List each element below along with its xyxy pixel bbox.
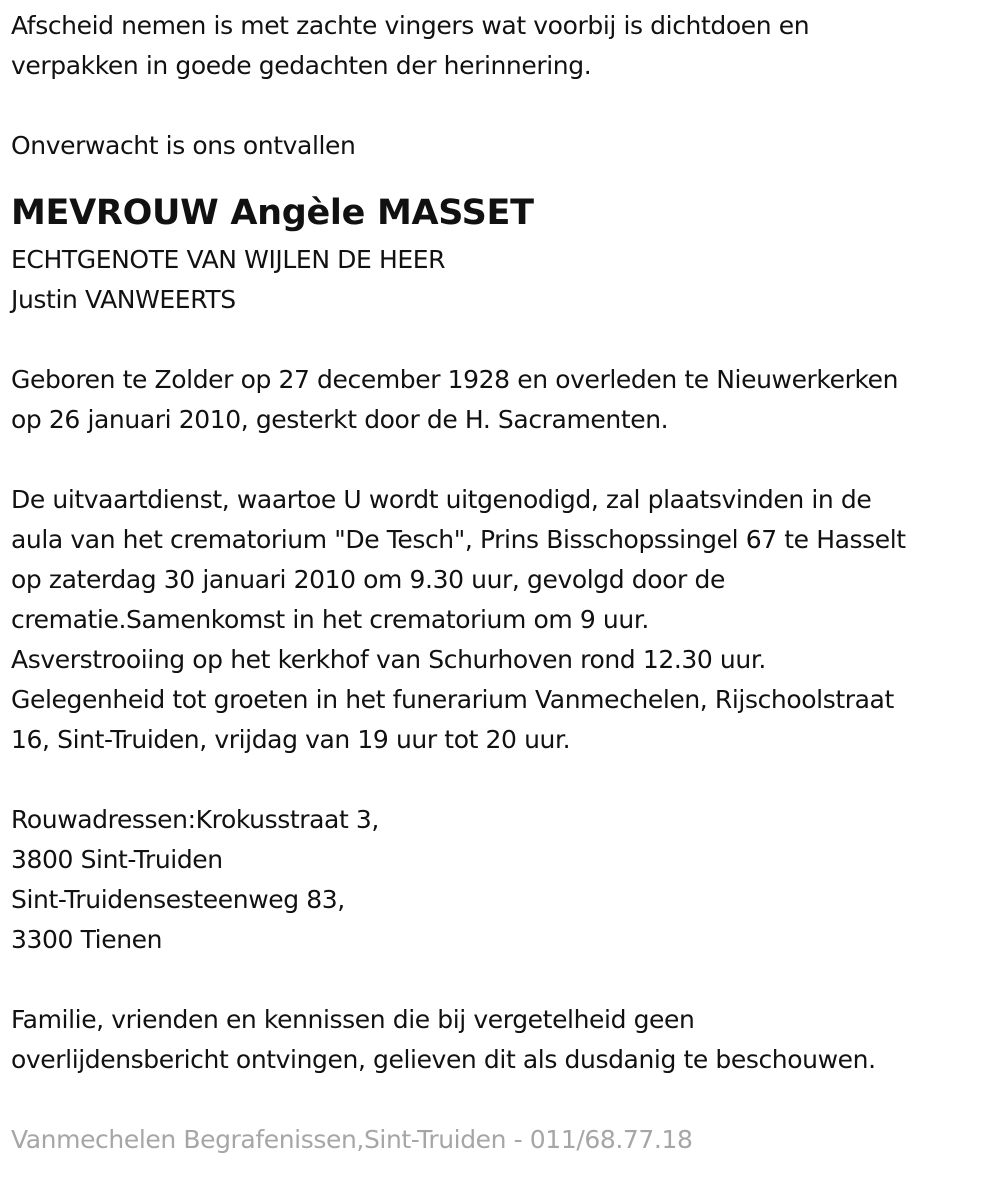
mourning-addresses — [11, 800, 996, 960]
closing-line-1: Familie, vrienden en kennissen die bij vergetelheid geen — [11, 1005, 695, 1034]
birth-death-line-2: op 26 januari 2010, gesterkt door de H. Sacramenten. — [11, 405, 669, 434]
address-line: 3300 Tienen — [11, 925, 163, 954]
intro-line-1: Afscheid nemen is met zachte vingers wat voorbij is dichtdoen en — [11, 11, 810, 40]
ceremony-line: Gelegenheid tot groeten in het funerarium Vanmechelen, Rijschoolstraat — [11, 685, 894, 714]
deceased-name: MEVROUW Angèle MASSET — [11, 193, 534, 233]
obituary-notice — [11, 6, 996, 1160]
funeral-home-footer: Vanmechelen Begrafenissen,Sint-Truiden - 011/68.77.18 — [11, 1125, 693, 1154]
deceased-relation: ECHTGENOTE VAN WIJLEN DE HEER — [11, 245, 446, 274]
ceremony-line: op zaterdag 30 januari 2010 om 9.30 uur, gevolgd door de — [11, 565, 725, 594]
ceremony-line: crematie.Samenkomst in het crematorium om 9 uur. — [11, 605, 649, 634]
announcement: Onverwacht is ons ontvallen — [11, 131, 356, 160]
address-line: Sint-Truidensesteenweg 83, — [11, 885, 345, 914]
ceremony-line: De uitvaartdienst, waartoe U wordt uitgenodigd, zal plaatsvinden in de — [11, 485, 872, 514]
ceremony-line: 16, Sint-Truiden, vrijdag van 19 uur tot 20 uur. — [11, 725, 571, 754]
birth-death-info — [11, 360, 996, 440]
closing-note — [11, 1000, 996, 1080]
closing-line-2: overlijdensbericht ontvingen, gelieven dit als dusdanig te beschouwen. — [11, 1045, 876, 1074]
address-line: 3800 Sint-Truiden — [11, 845, 223, 874]
ceremony-info — [11, 480, 996, 760]
address-line: Rouwadressen:Krokusstraat 3, — [11, 805, 379, 834]
intro-line-2: verpakken in goede gedachten der herinnering. — [11, 51, 592, 80]
deceased-spouse: Justin VANWEERTS — [11, 285, 236, 314]
ceremony-line: aula van het crematorium "De Tesch", Prins Bisschopssingel 67 te Hasselt — [11, 525, 906, 554]
birth-death-line-1: Geboren te Zolder op 27 december 1928 en overleden te Nieuwerkerken — [11, 365, 899, 394]
intro-quote — [11, 6, 996, 86]
ceremony-line: Asverstrooiing op het kerkhof van Schurhoven rond 12.30 uur. — [11, 645, 766, 674]
